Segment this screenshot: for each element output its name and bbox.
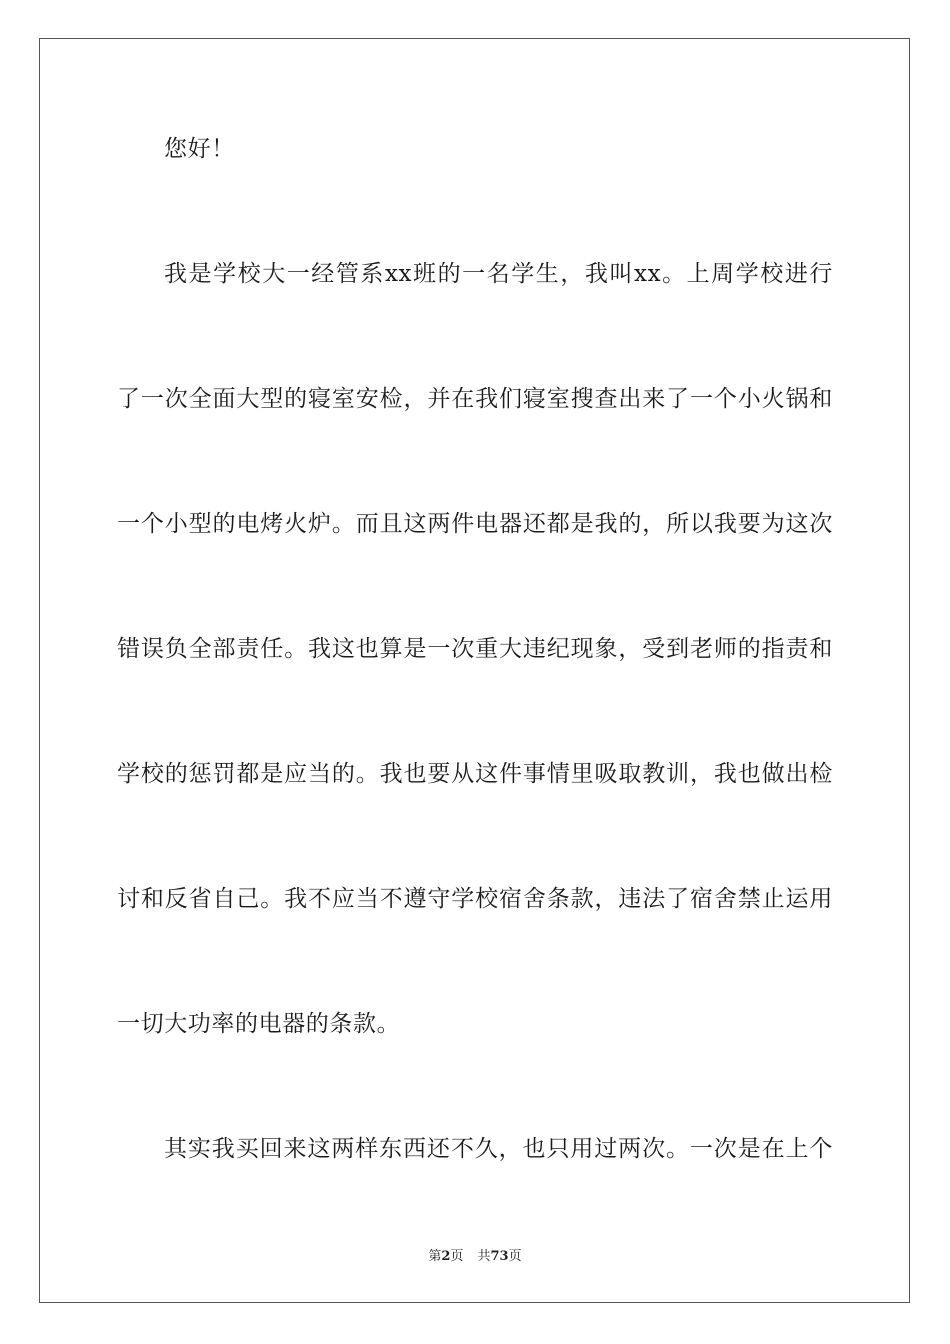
total-prefix: 共 xyxy=(477,1249,491,1264)
page-number: 2 xyxy=(441,1249,451,1264)
total-pages: 73 xyxy=(490,1249,509,1264)
page-footer xyxy=(0,1248,950,1266)
body-line-1: 我是学校大一经管系xx班的一名学生，我叫xx。上周学校进行 xyxy=(164,261,833,287)
body-line-8: 其实我买回来这两样东西还不久，也只用过两次。一次是在上个 xyxy=(164,1136,833,1162)
page-suffix: 页 xyxy=(450,1249,464,1264)
page-prefix: 第 xyxy=(428,1249,442,1264)
body-line-5: 学校的惩罚都是应当的。我也要从这件事情里吸取教训，我也做出检 xyxy=(117,761,833,787)
body-line-3: 一个小型的电烤火炉。而且这两件电器还都是我的，所以我要为这次 xyxy=(117,511,833,537)
body-line-7: 一切大功率的电器的条款。 xyxy=(117,1011,401,1037)
body-line-2: 了一次全面大型的寝室安检，并在我们寝室搜查出来了一个小火锅和 xyxy=(117,386,833,412)
page-frame xyxy=(39,38,910,1303)
body-line-6: 讨和反省自己。我不应当不遵守学校宿舍条款，违法了宿舍禁止运用 xyxy=(117,886,833,912)
total-suffix: 页 xyxy=(508,1249,522,1264)
greeting: 您好！ xyxy=(164,136,235,162)
body-line-4: 错误负全部责任。我这也算是一次重大违纪现象，受到老师的指责和 xyxy=(117,636,833,662)
